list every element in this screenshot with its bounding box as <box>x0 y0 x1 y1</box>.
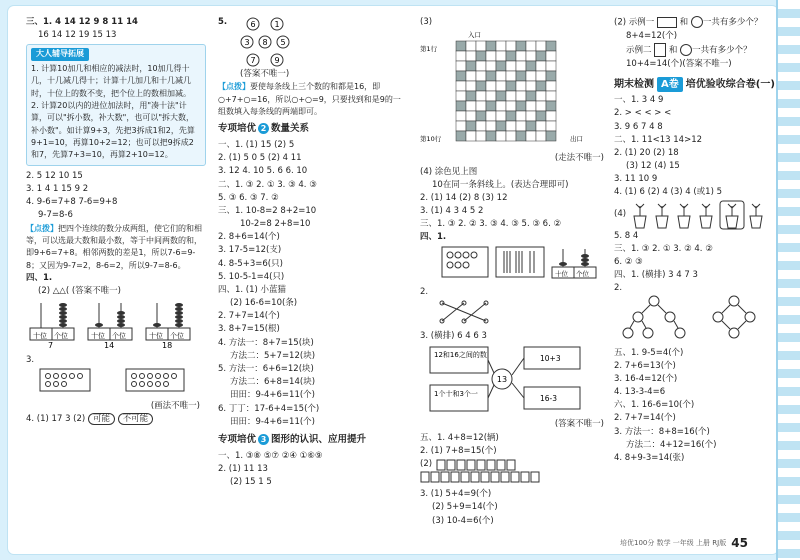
line: 2. <box>420 286 429 297</box>
abacus-label: 十位 <box>33 332 47 341</box>
oval-match-figure <box>420 343 600 413</box>
line: (2) 5+9=14(个) <box>432 502 498 513</box>
grid-cell <box>526 81 536 91</box>
hint-label: 【点拨】 <box>218 82 250 92</box>
grid-cell <box>546 101 556 111</box>
line: 三、1. ③ 2. ① 3. ② 4. ② <box>614 243 713 254</box>
grid-cell <box>546 71 556 81</box>
grid-cell <box>476 101 486 111</box>
grid-cell <box>496 101 506 111</box>
grid-cell <box>466 101 476 111</box>
line: 2. 7+7=14(个) <box>614 413 676 424</box>
grid-cell <box>466 71 476 81</box>
line: 六、1. 16-6=10(个) <box>614 400 695 411</box>
grid-cell <box>516 101 526 111</box>
grid-cell <box>456 81 466 91</box>
abacus-value: 14 <box>104 341 115 349</box>
grid-cell <box>526 41 536 51</box>
grid-cell <box>456 101 466 111</box>
line: 田田：9-4+6=11(个) <box>230 390 315 401</box>
line: 五、1. 9-5=4(个) <box>614 347 684 358</box>
hint-block <box>26 223 206 273</box>
number-flower-icon <box>235 16 295 68</box>
exam-label: 期末检测 <box>614 78 654 90</box>
exam-title <box>614 77 778 93</box>
grid-cell <box>536 121 546 131</box>
cylinder-shape-icon <box>654 43 666 57</box>
line: 二、1. 11<13 14>12 <box>614 134 703 145</box>
grid-cell <box>506 71 516 81</box>
grid-cell <box>516 81 526 91</box>
line: 4. 8-5+3=6(只) <box>218 258 283 269</box>
line: 4. 8+9-3=14(张) <box>614 452 685 463</box>
line: 3. 8+7=15(根) <box>218 324 280 335</box>
bundles-figure-icon <box>420 245 600 281</box>
grid-cell <box>476 71 486 81</box>
flower-number: 3 <box>244 38 250 47</box>
line-text: 4. (1) 17 3 (2) <box>26 414 86 425</box>
grid-cell <box>476 41 486 51</box>
grid-cell <box>516 131 526 141</box>
line-text: 一共有多少个？ <box>692 45 752 56</box>
note: (答案不唯一) <box>240 69 290 79</box>
hint-label: 【点拨】 <box>26 223 58 233</box>
grid-cell <box>456 61 466 71</box>
spiral-binding <box>776 0 800 560</box>
grid-cell <box>496 71 506 81</box>
note: (画法不唯一) <box>150 400 200 411</box>
line: 2. 5 12 10 15 <box>26 170 83 181</box>
tutor-item: 2. 计算20以内的进位加法时，用"凑十法"计算，可以"拆小数，补大数"，也可以"拆大数，补小数"。如计算9+3，先把3拆成1和2，先算9+1=10，再算10+2=12；也可以把9拆成2和7，先算7+3=10，再算2+10=12。 <box>31 100 195 160</box>
section-label: 专项培优 <box>218 123 257 135</box>
line: 4. 方法一：8+7=15(块) <box>218 337 314 348</box>
line: 方法二：5+7=12(块) <box>230 350 316 361</box>
flower-number: 5 <box>280 38 286 47</box>
grid-cell <box>496 121 506 131</box>
box-shape-icon <box>657 17 677 28</box>
abacus-label: 个位 <box>54 332 68 341</box>
number-tree-icon <box>614 295 778 341</box>
flower-number: 1 <box>274 20 280 29</box>
line: (4) <box>614 208 627 219</box>
grid-entry-label: 入口 <box>468 31 481 40</box>
grid-cell <box>456 131 466 141</box>
line: 5. ③ 6. ③ 7. ② <box>218 192 279 203</box>
tutor-item: 1. 计算10加几和相应的减法时，10加几得十几，十几减几得十；计算十几加几和十几减几时，十位上的数不变，把个位上的数相加减。 <box>31 63 191 98</box>
line: 4. (1) 6 (2) 4 (3) 4 (或1) 5 <box>614 187 723 198</box>
grid-row-label: 第10行 <box>420 135 442 144</box>
line: (2) 15 1 5 <box>230 476 272 487</box>
grid-cell <box>476 131 486 141</box>
column-1 <box>26 16 206 544</box>
grid-cell <box>546 131 556 141</box>
ball-shape-icon <box>680 44 692 56</box>
abacus-label: 个位 <box>112 332 126 341</box>
grid-cell <box>486 121 496 131</box>
line: 一、1. (1) 15 (2) 5 <box>218 140 295 151</box>
grid-cell <box>526 111 536 121</box>
line: 三、1. ③ 2. ② 3. ③ 4. ③ 5. ③ 6. ② <box>420 219 562 230</box>
line: 4. 13-3-4=6 <box>614 387 666 398</box>
grid-cell <box>526 61 536 71</box>
line: 四、1. (1) 小蓝猫 <box>218 284 287 295</box>
line: 10+4=14(个)(答案不唯一) <box>626 58 732 69</box>
grid-cell <box>476 121 486 131</box>
number-grid-icon <box>456 41 556 141</box>
line: 3. 17-5=12(支) <box>218 245 282 256</box>
grid-cell <box>496 111 506 121</box>
grid-cell <box>506 41 516 51</box>
line: 2. <box>614 283 623 294</box>
grid-cell <box>476 61 486 71</box>
grid-cell <box>486 61 496 71</box>
line: 田田：9-4+6=11(个) <box>230 416 315 427</box>
grid-cell <box>526 91 536 101</box>
grid-cell <box>526 51 536 61</box>
line: 四、1. <box>26 273 53 284</box>
oval-answer: 不可能 <box>118 413 154 425</box>
line: 3. (1) 5+4=9(个) <box>420 489 492 500</box>
line: 2. (1) 7+8=15(个) <box>420 445 497 456</box>
grid-cell <box>516 121 526 131</box>
grid-cell <box>476 91 486 101</box>
line: 2. (1) 20 (2) 18 <box>614 147 679 158</box>
grid-cell <box>496 81 506 91</box>
note: (答案不唯一) <box>554 419 604 430</box>
flower-row <box>218 16 408 68</box>
match-label: 12和16之间的数 <box>434 351 487 360</box>
line: 3. <box>26 354 35 365</box>
grid-cell <box>516 41 526 51</box>
grid-cell <box>526 131 536 141</box>
line: 16 14 12 19 15 13 <box>38 30 117 41</box>
line: 3. 12 4. 10 5. 6 6. 10 <box>218 166 308 177</box>
line: 方法二：4+12=16(个) <box>626 439 717 450</box>
number-grid-figure <box>420 29 600 147</box>
grid-cell <box>506 81 516 91</box>
oval-answer: 可能 <box>88 413 115 425</box>
column-4 <box>614 16 778 544</box>
grid-cell <box>476 81 486 91</box>
line: (2) △△( (答案不唯一) <box>38 286 121 297</box>
grid-cell <box>526 71 536 81</box>
grid-cell <box>486 81 496 91</box>
grid-cell <box>466 41 476 51</box>
match-center: 13 <box>496 375 508 385</box>
pots-row <box>614 200 778 230</box>
match-label: 16-3 <box>540 394 558 404</box>
line: (4) 涂色见上图 <box>420 166 478 177</box>
section-label: 专项培优 <box>218 433 257 445</box>
grid-cell <box>486 41 496 51</box>
grid-cell <box>496 41 506 51</box>
line: 三、1. 4 14 12 9 8 11 14 <box>26 17 138 27</box>
section-title <box>218 433 408 448</box>
line: (2) <box>420 458 433 469</box>
section-title <box>218 122 408 137</box>
abacus-label: 个位 <box>576 269 589 278</box>
line-text: 和 <box>668 45 678 56</box>
grid-cell <box>486 131 496 141</box>
hint-block <box>218 81 408 118</box>
grid-cell <box>546 61 556 71</box>
exam-badge: A卷 <box>657 77 683 93</box>
line: 8+4=12(个) <box>626 30 678 41</box>
page-number: 45 <box>731 536 748 550</box>
grid-cell <box>486 51 496 61</box>
grid-cell <box>496 51 506 61</box>
line-text: 和 <box>679 17 689 28</box>
grid-cell <box>546 81 556 91</box>
line: 3. 1 4 1 15 9 2 <box>26 184 89 195</box>
line: (3) 12 (4) 15 <box>626 161 680 172</box>
exam-name: 培优验收综合卷(一) <box>685 78 775 90</box>
grid-cell <box>466 131 476 141</box>
line: 2. (1) 5 0 5 (2) 4 11 <box>218 153 302 164</box>
line: 5. 10-5-1=4(只) <box>218 271 285 282</box>
grid-cell <box>516 91 526 101</box>
abacus-label: 十位 <box>149 332 163 341</box>
grid-cell <box>536 111 546 121</box>
grid-cell <box>536 101 546 111</box>
grid-cell <box>546 41 556 51</box>
note: (走法不唯一) <box>554 153 604 164</box>
grid-cell <box>496 61 506 71</box>
line-text: (2) 示例一 <box>614 17 655 28</box>
grid-cell <box>516 51 526 61</box>
grid-exit-label: 出口 <box>570 135 583 144</box>
grid-cell <box>506 51 516 61</box>
match-label: 10+3 <box>540 354 561 364</box>
line: 5. 8 4 <box>614 230 639 241</box>
line: 四、1. <box>420 232 447 243</box>
grid-cell <box>486 91 496 101</box>
tutor-box-title: 大人辅导拓展 <box>31 48 89 60</box>
section-number: 2 <box>258 123 269 134</box>
line: 10在同一条斜线上。(表达合理即可) <box>432 179 569 190</box>
grid-cell <box>466 51 476 61</box>
grid-cell <box>546 51 556 61</box>
line: 2. 8+6=14(个) <box>218 232 280 243</box>
hint-text: 把四个连续的数分成两组，使它们的和相等，可以选最大数和最小数，等于中间两数的和，即9+6=7+8。相邻两数的差是1，所以7-6=9-8；又因为9-7=2，8-6=2，所以9-7=8-6。 <box>26 223 202 270</box>
line: 6. 丁丁：17-6+4=15(个) <box>218 403 320 414</box>
line: 一、1. ③⑧ ⑤⑦ ②④ ①⑥⑨ <box>218 450 323 461</box>
abacus-label: 十位 <box>555 269 568 278</box>
grid-cell <box>526 121 536 131</box>
abacus-label: 个位 <box>170 332 184 341</box>
grid-cell <box>466 81 476 91</box>
line <box>26 413 206 426</box>
flower-number: 6 <box>250 20 256 29</box>
line: 6. ② ③ <box>614 256 643 267</box>
line: 5. <box>218 17 228 27</box>
line: 3. 9 6 7 4 8 <box>614 121 663 132</box>
tutor-box <box>26 44 206 166</box>
line: 2. 7+7=14(个) <box>218 311 280 322</box>
line <box>614 16 778 30</box>
line <box>614 43 778 58</box>
abacus-value: 18 <box>162 341 173 349</box>
section-name: 图形的认识、应用提升 <box>271 433 367 445</box>
grid-row-label: 第1行 <box>420 45 438 54</box>
line-text: 一共有多少个？ <box>702 17 763 28</box>
line: 2. 7+6=13(个) <box>614 360 676 371</box>
grid-cell <box>486 71 496 81</box>
line: 9-7=8-6 <box>38 210 73 221</box>
flower-number: 9 <box>274 56 280 65</box>
grid-cell <box>476 111 486 121</box>
column-2 <box>218 16 408 544</box>
grid-cell <box>456 91 466 101</box>
grid-cell <box>536 51 546 61</box>
grid-cell <box>506 111 516 121</box>
grid-cell <box>456 121 466 131</box>
line: 2. (1) 14 (2) 8 (3) 12 <box>420 192 508 203</box>
page-footer: 培优100分 数学 一年级 上册 RJ版 <box>620 539 727 547</box>
grid-cell <box>476 51 486 61</box>
grid-cell <box>516 111 526 121</box>
grid-cell <box>466 91 476 101</box>
line: 三、1. 10-8=2 8+2=10 <box>218 205 317 216</box>
grouping-icon <box>436 459 526 471</box>
grid-cell <box>456 51 466 61</box>
grid-cell <box>536 81 546 91</box>
grid-cell <box>486 111 496 121</box>
line-text: 示例二 <box>626 45 652 56</box>
grid-cell <box>506 61 516 71</box>
grid-cell <box>466 111 476 121</box>
line: 3. 16-4=12(个) <box>614 373 678 384</box>
abacus-value: 7 <box>48 341 54 349</box>
grouping-row <box>420 458 610 471</box>
grid-cell <box>466 61 476 71</box>
ball-shape-icon <box>691 16 703 28</box>
match-label: 1个十和3个一 <box>434 390 478 399</box>
grid-cell <box>506 131 516 141</box>
line: (2) 16-6=10(条) <box>230 298 298 309</box>
section-number: 3 <box>258 434 269 445</box>
flower-number: 8 <box>262 38 268 47</box>
line: 二、1. ③ 2. ① 3. ③ 4. ③ <box>218 179 317 190</box>
hint-text: 要使每条线上三个数的和都是16，即○+7+○=16，所以○+○=9，只要找到和是9的一组数填入每条线的两端即可。 <box>218 82 401 116</box>
section-name: 数量关系 <box>271 123 310 135</box>
flower-pots-icon <box>630 200 770 230</box>
line: 四、1. (横排) 3 4 7 3 <box>614 270 698 281</box>
matching-lines-icon <box>420 299 600 325</box>
grid-cell <box>526 101 536 111</box>
grid-cell <box>506 91 516 101</box>
grid-cell <box>536 41 546 51</box>
grid-cell <box>516 61 526 71</box>
grid-cell <box>536 61 546 71</box>
grid-cell <box>506 121 516 131</box>
line: 五、1. 4+8=12(辆) <box>420 432 499 443</box>
grid-cell <box>506 101 516 111</box>
answer-page <box>8 6 778 554</box>
dots-figure-icon <box>26 367 196 395</box>
abacus-figures <box>26 298 196 348</box>
line: 3. (1) 4 3 4 5 2 <box>420 206 484 217</box>
grid-cell <box>496 91 506 101</box>
abacus-label: 十位 <box>91 332 105 341</box>
grouping-icon <box>420 471 600 483</box>
grid-cell <box>536 131 546 141</box>
line: 2. (1) 11 13 <box>218 463 268 474</box>
grid-cell <box>486 101 496 111</box>
grid-cell <box>546 111 556 121</box>
grid-cell <box>456 111 466 121</box>
grid-cell <box>536 71 546 81</box>
line: 5. 方法一：6+6=12(块) <box>218 363 314 374</box>
flower-number: 7 <box>250 56 256 65</box>
line: 3. 11 10 9 <box>614 174 658 185</box>
line: 一、1. 3 4 9 <box>614 95 664 106</box>
grid-cell <box>456 71 466 81</box>
line: 3. 方法一：8+8=16(个) <box>614 426 710 437</box>
grid-cell <box>496 131 506 141</box>
grid-cell <box>516 71 526 81</box>
line: 2. > < < > < <box>614 108 672 119</box>
line: 方法二：6+8=14(块) <box>230 377 316 388</box>
line: 4. 9-6=7+8 7-6=9+8 <box>26 197 118 208</box>
line: 3. (横排) 6 4 6 3 <box>420 331 487 342</box>
grid-cell <box>546 121 556 131</box>
column-3 <box>420 16 610 544</box>
line: (3) 10-4=6(个) <box>432 515 494 526</box>
line: (3) <box>420 17 433 27</box>
grid-cell <box>546 91 556 101</box>
grid-cell <box>456 41 466 51</box>
line: 10-2=8 2+8=10 <box>240 219 311 230</box>
grid-cell <box>466 121 476 131</box>
grid-cell <box>536 91 546 101</box>
